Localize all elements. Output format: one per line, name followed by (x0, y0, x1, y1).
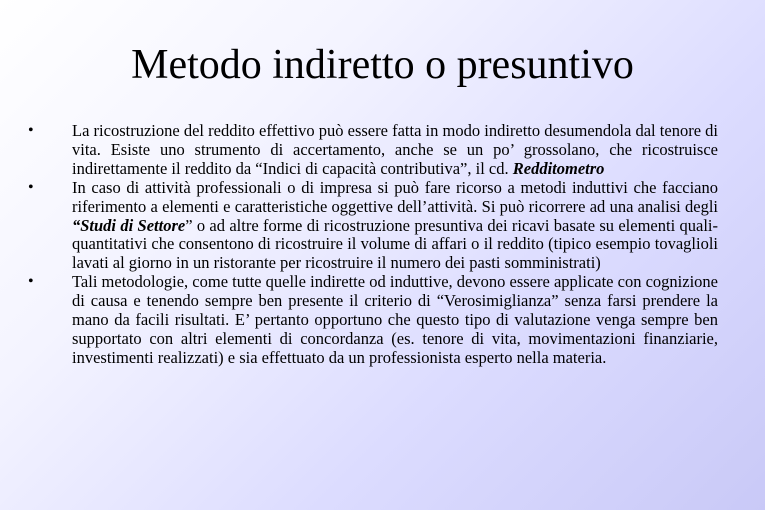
bullet-emphasis: “Studi di Settore (72, 215, 186, 235)
bullet-text: In caso di attività professionali o di impresa si può fare ricorso a metodi induttivi che facciano riferimento a elementi e caratteristiche oggettive dell’attività. Si può ricorrere ad una analisi degli (72, 177, 718, 216)
bullet-marker-icon: • (28, 122, 34, 139)
bullet-item-2 (28, 179, 718, 274)
bullet-marker-icon: • (28, 273, 34, 291)
bullet-emphasis: Redditometro (512, 158, 605, 178)
bullet-item-3 (28, 273, 718, 368)
bullet-text: Tali metodologie, come tutte quelle indirette od induttive, devono essere applicate con cognizione di causa e tenendo sempre ben presente il criterio di “Verosimiglianza” senza farsi prendere la mano da facili risultati. E’ pertanto opportuno che questo tipo di valutazione venga sempre ben supportato con altri elementi di concordanza (es. tenore di vita, movimentazioni finanziarie, investimenti realizzati) e sia effettuato da un professionista esperto nella materia. (72, 272, 718, 367)
bullet-text: La ricostruzione del reddito effettivo può essere fatta in modo indiretto desumendola dal tenore di vita. Esiste uno strumento di accertamento, anche se un po’ grossolano, che ricostruisce indirettamente il reddito da “Indici di capacità contributiva”, il cd. (72, 121, 718, 178)
bullet-marker-icon: • (28, 178, 34, 196)
bullet-text-after: ” o ad altre forme di ricostruzione presuntiva dei ricavi basate su elementi quali-quantitativi che consentono di ricostruire il volume di affari o il reddito (tipico esempio tovaglioli lavati al giorno in un ristorante per ricostruire il numero dei pasti somministrati) (72, 215, 718, 273)
bullet-list (28, 122, 718, 368)
slide-title: Metodo indiretto o presuntivo (131, 42, 634, 88)
bullet-item-1 (28, 122, 718, 179)
